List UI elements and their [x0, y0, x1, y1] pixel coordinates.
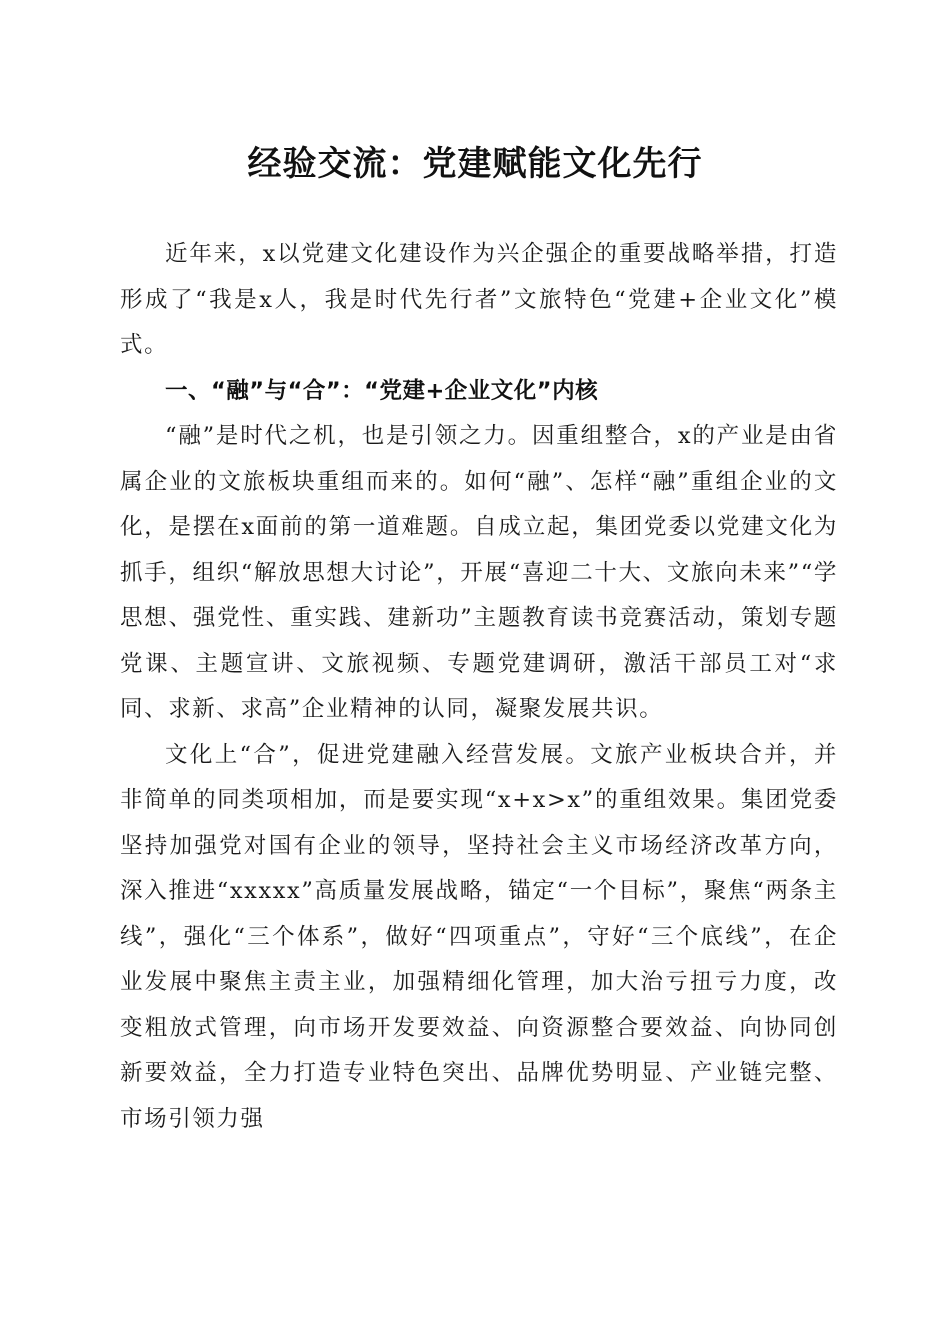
body-paragraph-he: 文化上“合”，促进党建融入经营发展。文旅产业板块合并，并非简单的同类项相加，而是要实现“x+x>x”的重组效果。集团党委坚持加强党对国有企业的领导，坚持社会主义市场经济改革方向，深入推进“xxxxx”高质量发展战略，锚定“一个目标”，聚焦“两条主线”，强化“三个体系”，做好“四项重点”，守好“三个底线”，在企业发展中聚焦主责主业，加强精细化管理，加大治亏扭亏力度，改变粗放式管理，向市场开发要效益、向资源整合要效益、向协同创新要效益，全力打造专业特色突出、品牌优势明显、产业链完整、市场引领力强 — [120, 741, 838, 1132]
document-title: 经验交流：党建赋能文化先行 — [247, 144, 703, 184]
intro-paragraph: 近年来，x以党建文化建设作为兴企强企的重要战略举措，打造形成了“我是x人，我是时代先行者”文旅特色“党建+企业文化”模式。 — [120, 241, 838, 358]
body-paragraph-rong: “融”是时代之机，也是引领之力。因重组整合，x的产业是由省属企业的文旅板块重组而来的。如何“融”、怎样“融”重组企业的文化，是摆在x面前的第一道难题。自成立起，集团党委以党建文化为抓手，组织“解放思想大讨论”，开展“喜迎二十大、文旅向未来”“学思想、强党性、重实践、建新功”主题教育读书竞赛活动，策划专题党课、主题宣讲、文旅视频、专题党建调研，激活干部员工对“求同、求新、求高”企业精神的认同，凝聚发展共识。 — [120, 423, 838, 722]
section-heading-1: 一、“融”与“合”：“党建+企业文化”内核 — [165, 377, 599, 404]
document-body — [120, 232, 838, 1142]
